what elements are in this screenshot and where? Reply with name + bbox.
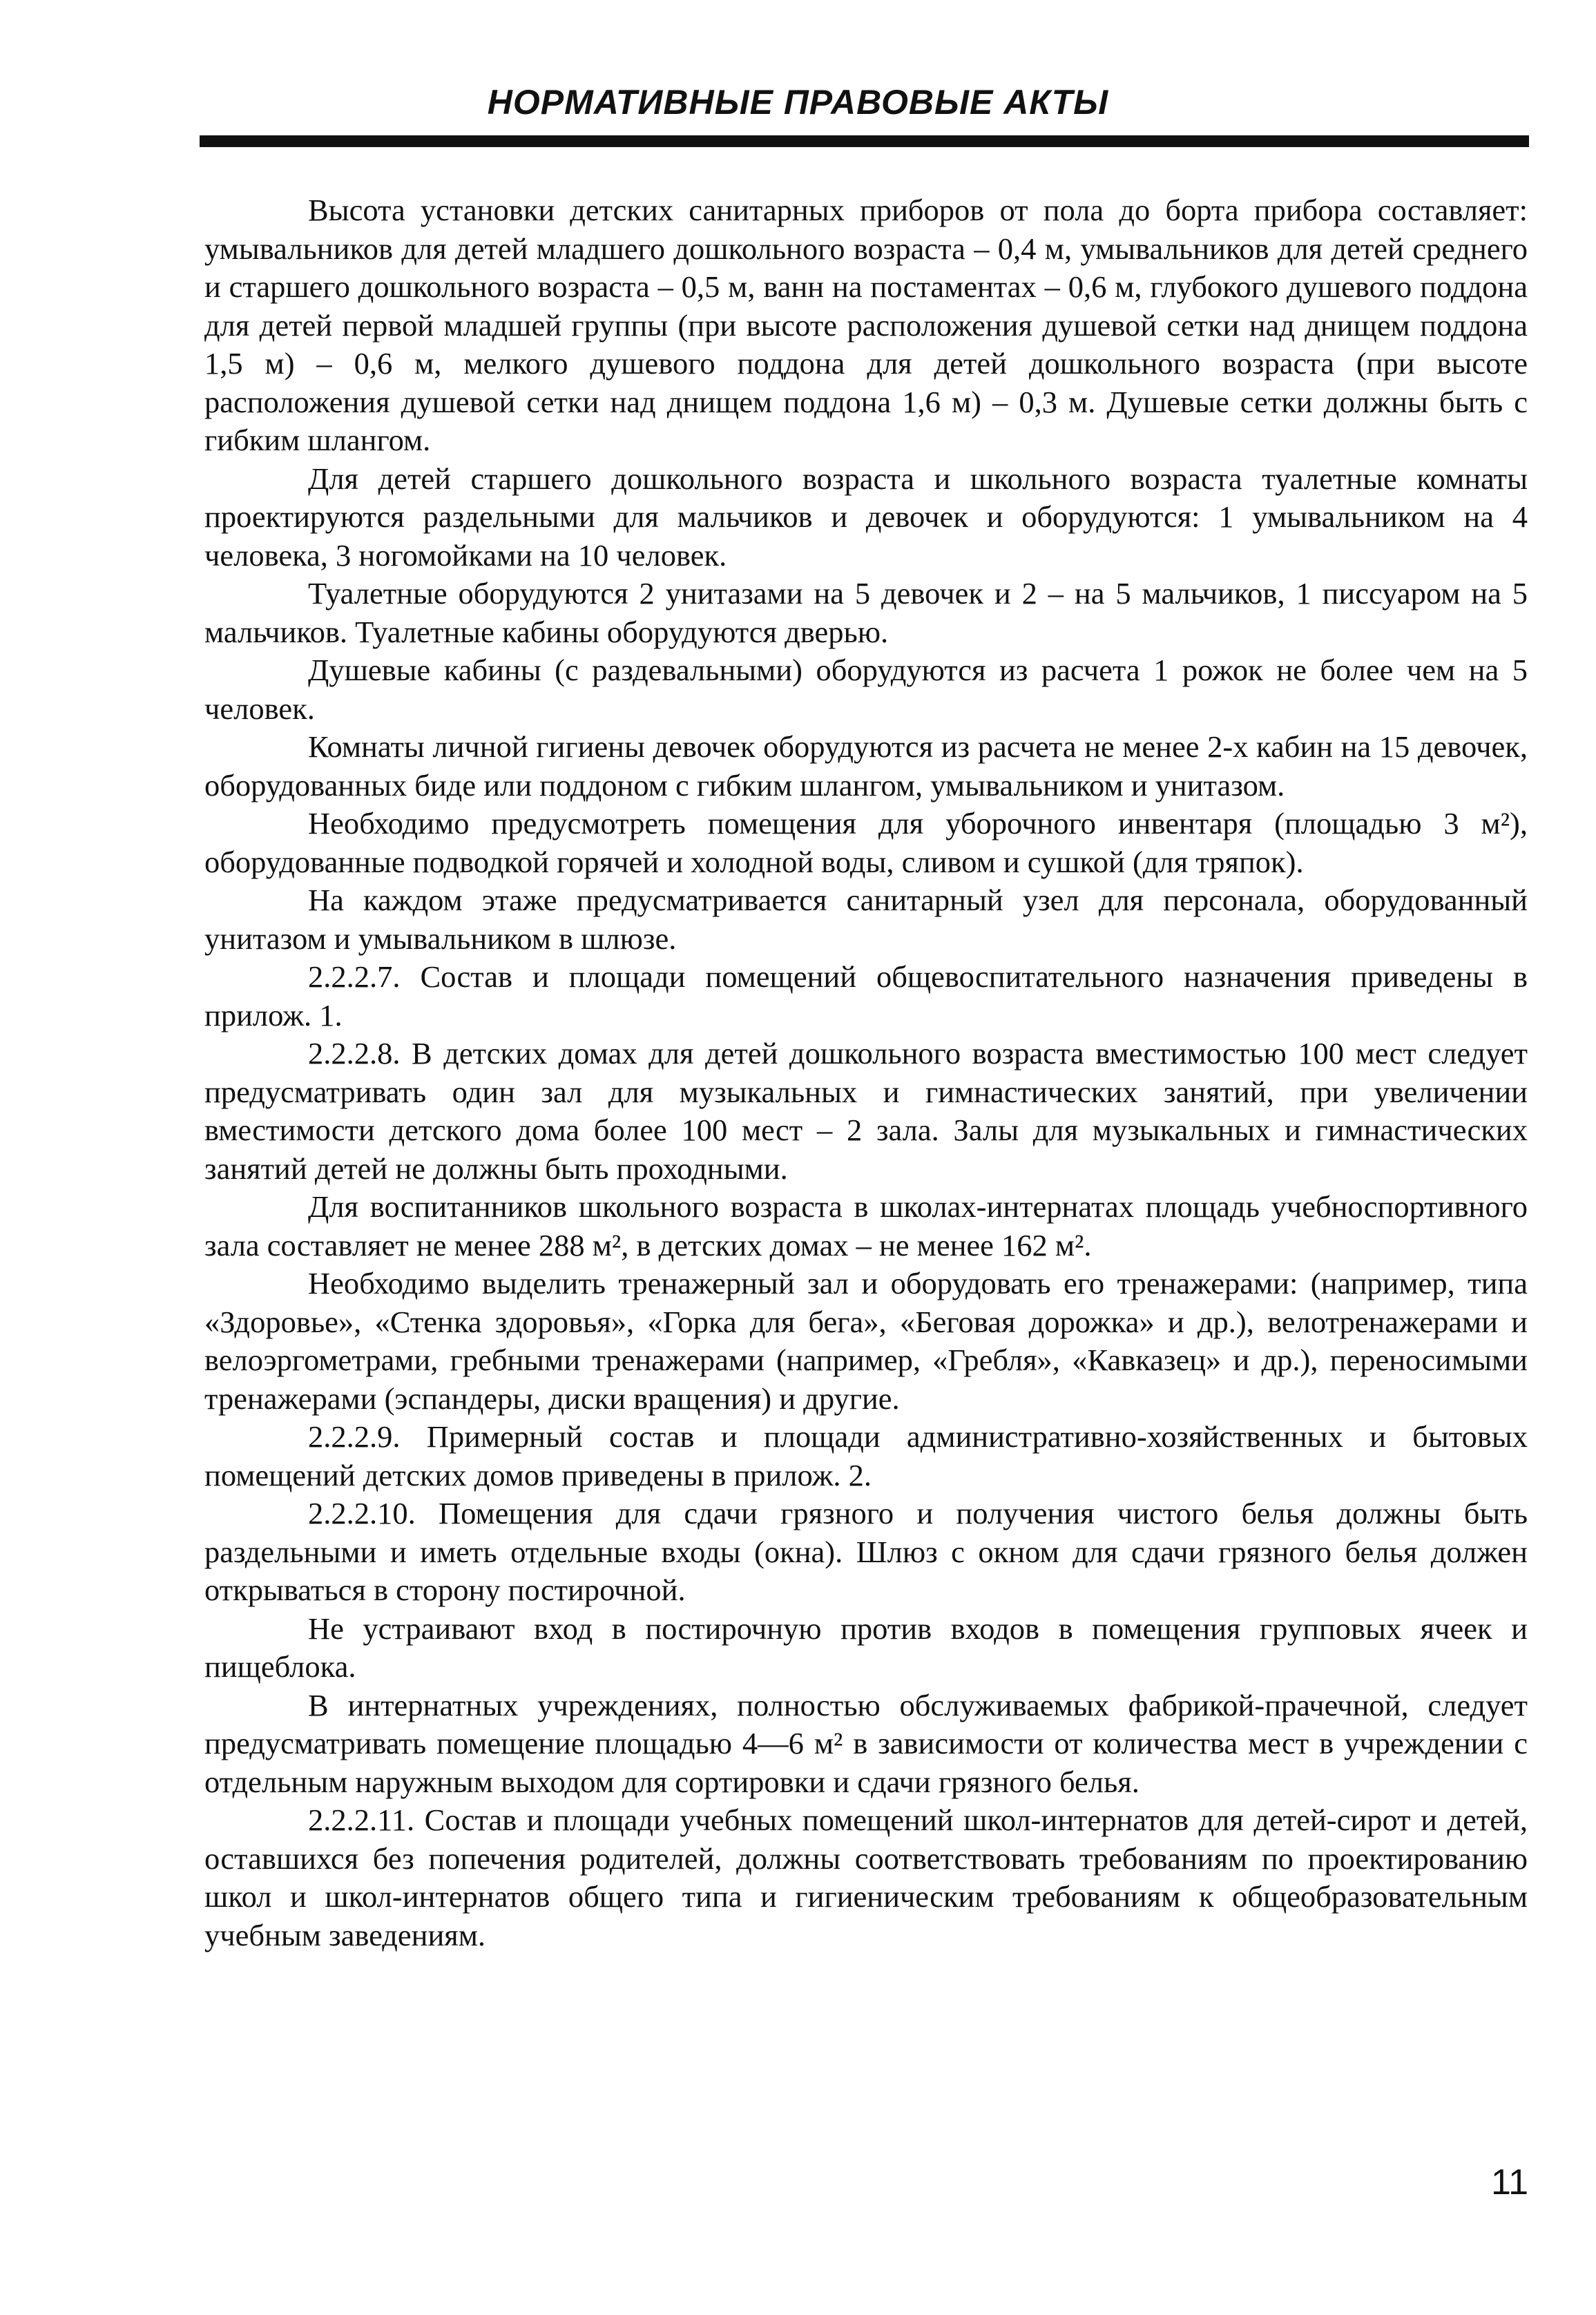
paragraph: В интернатных учреждениях, полностью обслуживаемых фабрикой-прачечной, следует предусматривать помещение площадью 4—6 м² в зависимости от количества мест в учреждении с отдельным наружным выходом для сортировки и сдачи грязного белья. (204, 1687, 1528, 1799)
paragraph: Необходимо выделить тренажерный зал и оборудовать его тренажерами: (например, типа «Здоровье», «Стенка здоровья», «Горка для бега», «Беговая дорожка» и др.), велотренажерами и велоэргометрами, гребными тренажерами (например, «Гребля», «Кавказец» и др.), переносимыми тренажерами (эспандеры, диски вращения) и другие. (204, 1266, 1528, 1416)
paragraph: 2.2.2.7. Состав и площади помещений общевоспитательного назначения приведены в прилож. 1. (204, 959, 1528, 1032)
paragraph: Не устраивают вход в постирочную против входов в помещения групповых ячеек и пищеблока. (204, 1611, 1528, 1684)
header-rule (200, 135, 1529, 147)
paragraph: Душевые кабины (с раздевальными) оборудуются из расчета 1 рожок не более чем на 5 человек. (204, 653, 1528, 726)
paragraph: На каждом этаже предусматривается санитарный узел для персонала, оборудованный унитазом и умывальником в шлюзе. (204, 883, 1528, 956)
running-header: НОРМАТИВНЫЕ ПРАВОВЫЕ АКТЫ (487, 83, 1109, 122)
paragraph: 2.2.2.11. Состав и площади учебных помещений школ-интернатов для детей-сирот и детей, оставшихся без попечения родителей, должны соответствовать требованиям по проектированию школ и школ-интернатов общего типа и гигиеническим требованиям к общеобразовательным учебным заведениям. (204, 1803, 1528, 1952)
paragraph: Необходимо предусмотреть помещения для уборочного инвентаря (площадью 3 м²), оборудованные подводкой горячей и холодной воды, сливом и сушкой (для тряпок). (204, 806, 1528, 879)
page-number: 11 (1491, 2162, 1528, 2202)
paragraph: Для воспитанников школьного возраста в школах-интернатах площадь учебноспортивного зала составляет не менее 288 м², в детских домах – не менее 162 м². (204, 1189, 1528, 1262)
paragraph: 2.2.2.8. В детских домах для детей дошкольного возраста вместимостью 100 мест следует предусматривать один зал для музыкальных и гимнастических занятий, при увеличении вместимости детского дома более 100 мест – 2 зала. Залы для музыкальных и гимнастических занятий детей не должны быть проходными. (204, 1036, 1528, 1186)
paragraph: 2.2.2.9. Примерный состав и площади административно-хозяйственных и бытовых помещений детских домов приведены в прилож. 2. (204, 1419, 1528, 1492)
paragraph: Туалетные оборудуются 2 унитазами на 5 девочек и 2 – на 5 мальчиков, 1 писсуаром на 5 мальчиков. Туалетные кабины оборудуются дверью. (204, 576, 1528, 649)
paragraph: Комнаты личной гигиены девочек оборудуются из расчета не менее 2-х кабин на 15 девочек, оборудованных биде или поддоном с гибким шлангом, умывальником и унитазом. (204, 729, 1528, 803)
paragraph: Высота установки детских санитарных приборов от пола до борта прибора составляет: умывальников для детей младшего дошкольного возраста – 0,4 м, умывальников для детей среднего и старшего дошкольного возраста – 0,5 м, ванн на постаментах – 0,6 м, глубокого душевого поддона для детей первой младшей группы (при высоте расположения душевой сетки над днищем поддона 1,5 м) – 0,6 м, мелкого душевого поддона для детей дошкольного возраста (при высоте расположения душевой сетки над днищем поддона 1,6 м) – 0,3 м. Душевые сетки должны быть с гибким шлангом. (204, 193, 1528, 457)
paragraph: 2.2.2.10. Помещения для сдачи грязного и получения чистого белья должны быть раздельными и иметь отдельные входы (окна). Шлюз с окном для сдачи грязного белья должен открываться в сторону постирочной. (204, 1496, 1528, 1607)
body-text (204, 191, 1528, 1954)
paragraph: Для детей старшего дошкольного возраста и школьного возраста туалетные комнаты проектируются раздельными для мальчиков и девочек и оборудуются: 1 умывальником на 4 человека, 3 ногомойками на 10 человек. (204, 461, 1528, 573)
